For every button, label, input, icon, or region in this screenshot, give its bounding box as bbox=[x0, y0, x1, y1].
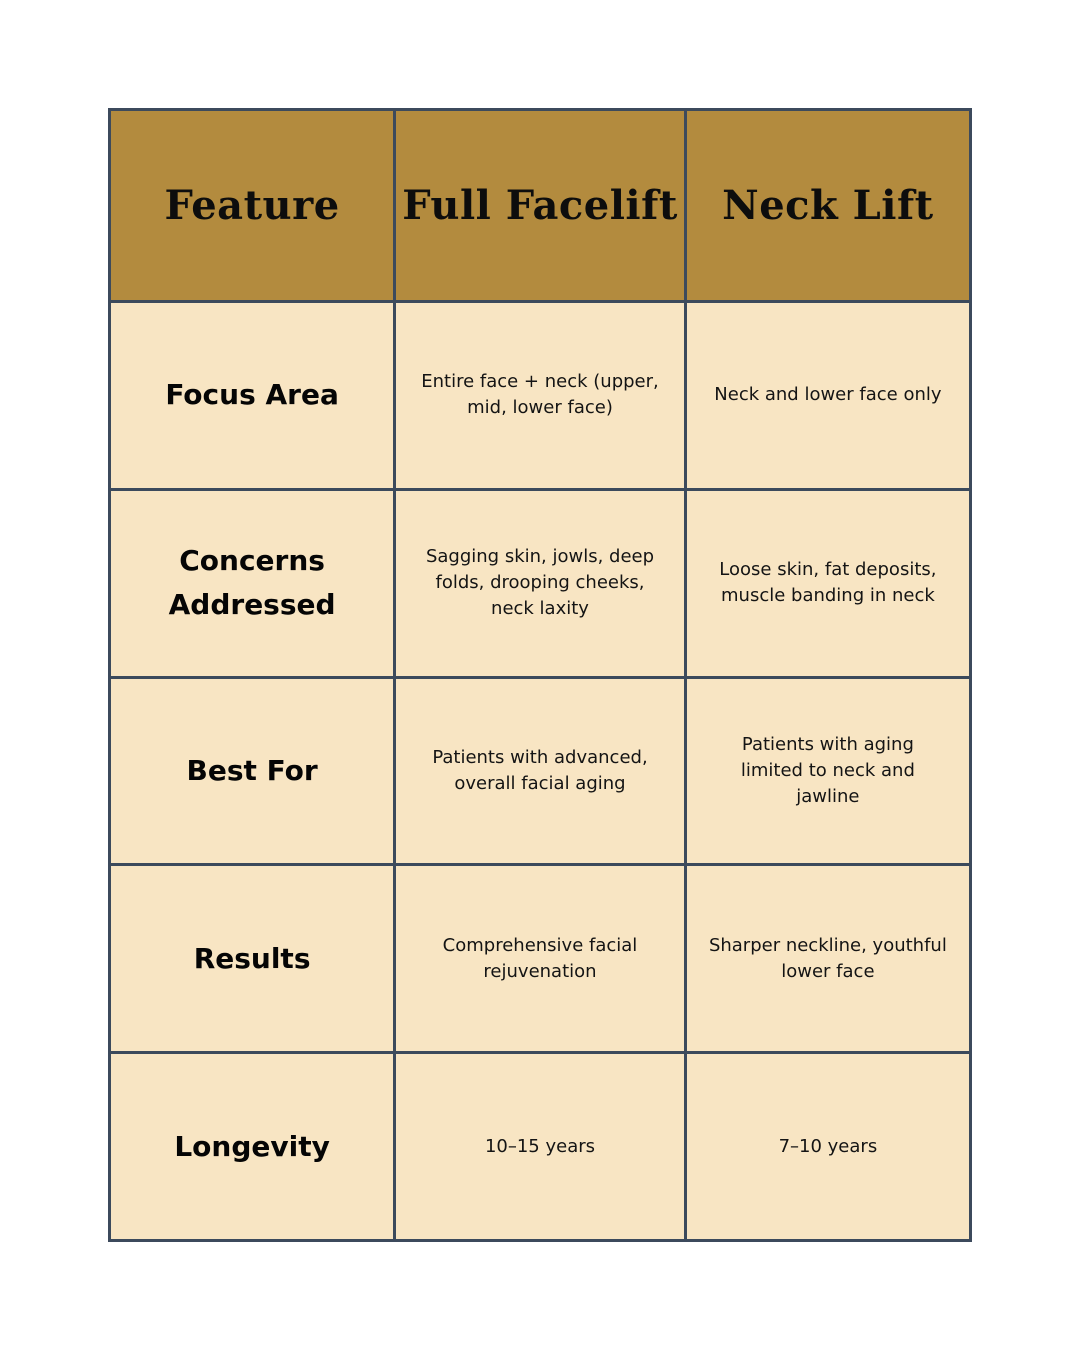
comparison-table bbox=[108, 108, 972, 1242]
row-concerns-feature: Concerns Addressed bbox=[111, 491, 393, 676]
row-longevity-neck-lift: 7–10 years bbox=[687, 1054, 969, 1239]
row-results-full-facelift: Comprehensive facial rejuvenation bbox=[396, 866, 684, 1051]
row-focus-area-feature: Focus Area bbox=[111, 303, 393, 488]
row-focus-area-full-facelift: Entire face + neck (upper, mid, lower face) bbox=[396, 303, 684, 488]
row-best-for-feature: Best For bbox=[111, 679, 393, 864]
row-best-for-full-facelift: Patients with advanced, overall facial aging bbox=[396, 679, 684, 864]
row-concerns-neck-lift: Loose skin, fat deposits, muscle banding in neck bbox=[687, 491, 969, 676]
row-longevity-feature: Longevity bbox=[111, 1054, 393, 1239]
row-best-for-neck-lift: Patients with aging limited to neck and jawline bbox=[687, 679, 969, 864]
header-neck-lift: Neck Lift bbox=[687, 111, 969, 300]
header-full-facelift: Full Facelift bbox=[396, 111, 684, 300]
row-focus-area-neck-lift: Neck and lower face only bbox=[687, 303, 969, 488]
row-results-feature: Results bbox=[111, 866, 393, 1051]
row-results-neck-lift: Sharper neckline, youthful lower face bbox=[687, 866, 969, 1051]
row-longevity-full-facelift: 10–15 years bbox=[396, 1054, 684, 1239]
header-feature: Feature bbox=[111, 111, 393, 300]
row-concerns-full-facelift: Sagging skin, jowls, deep folds, drooping cheeks, neck laxity bbox=[396, 491, 684, 676]
